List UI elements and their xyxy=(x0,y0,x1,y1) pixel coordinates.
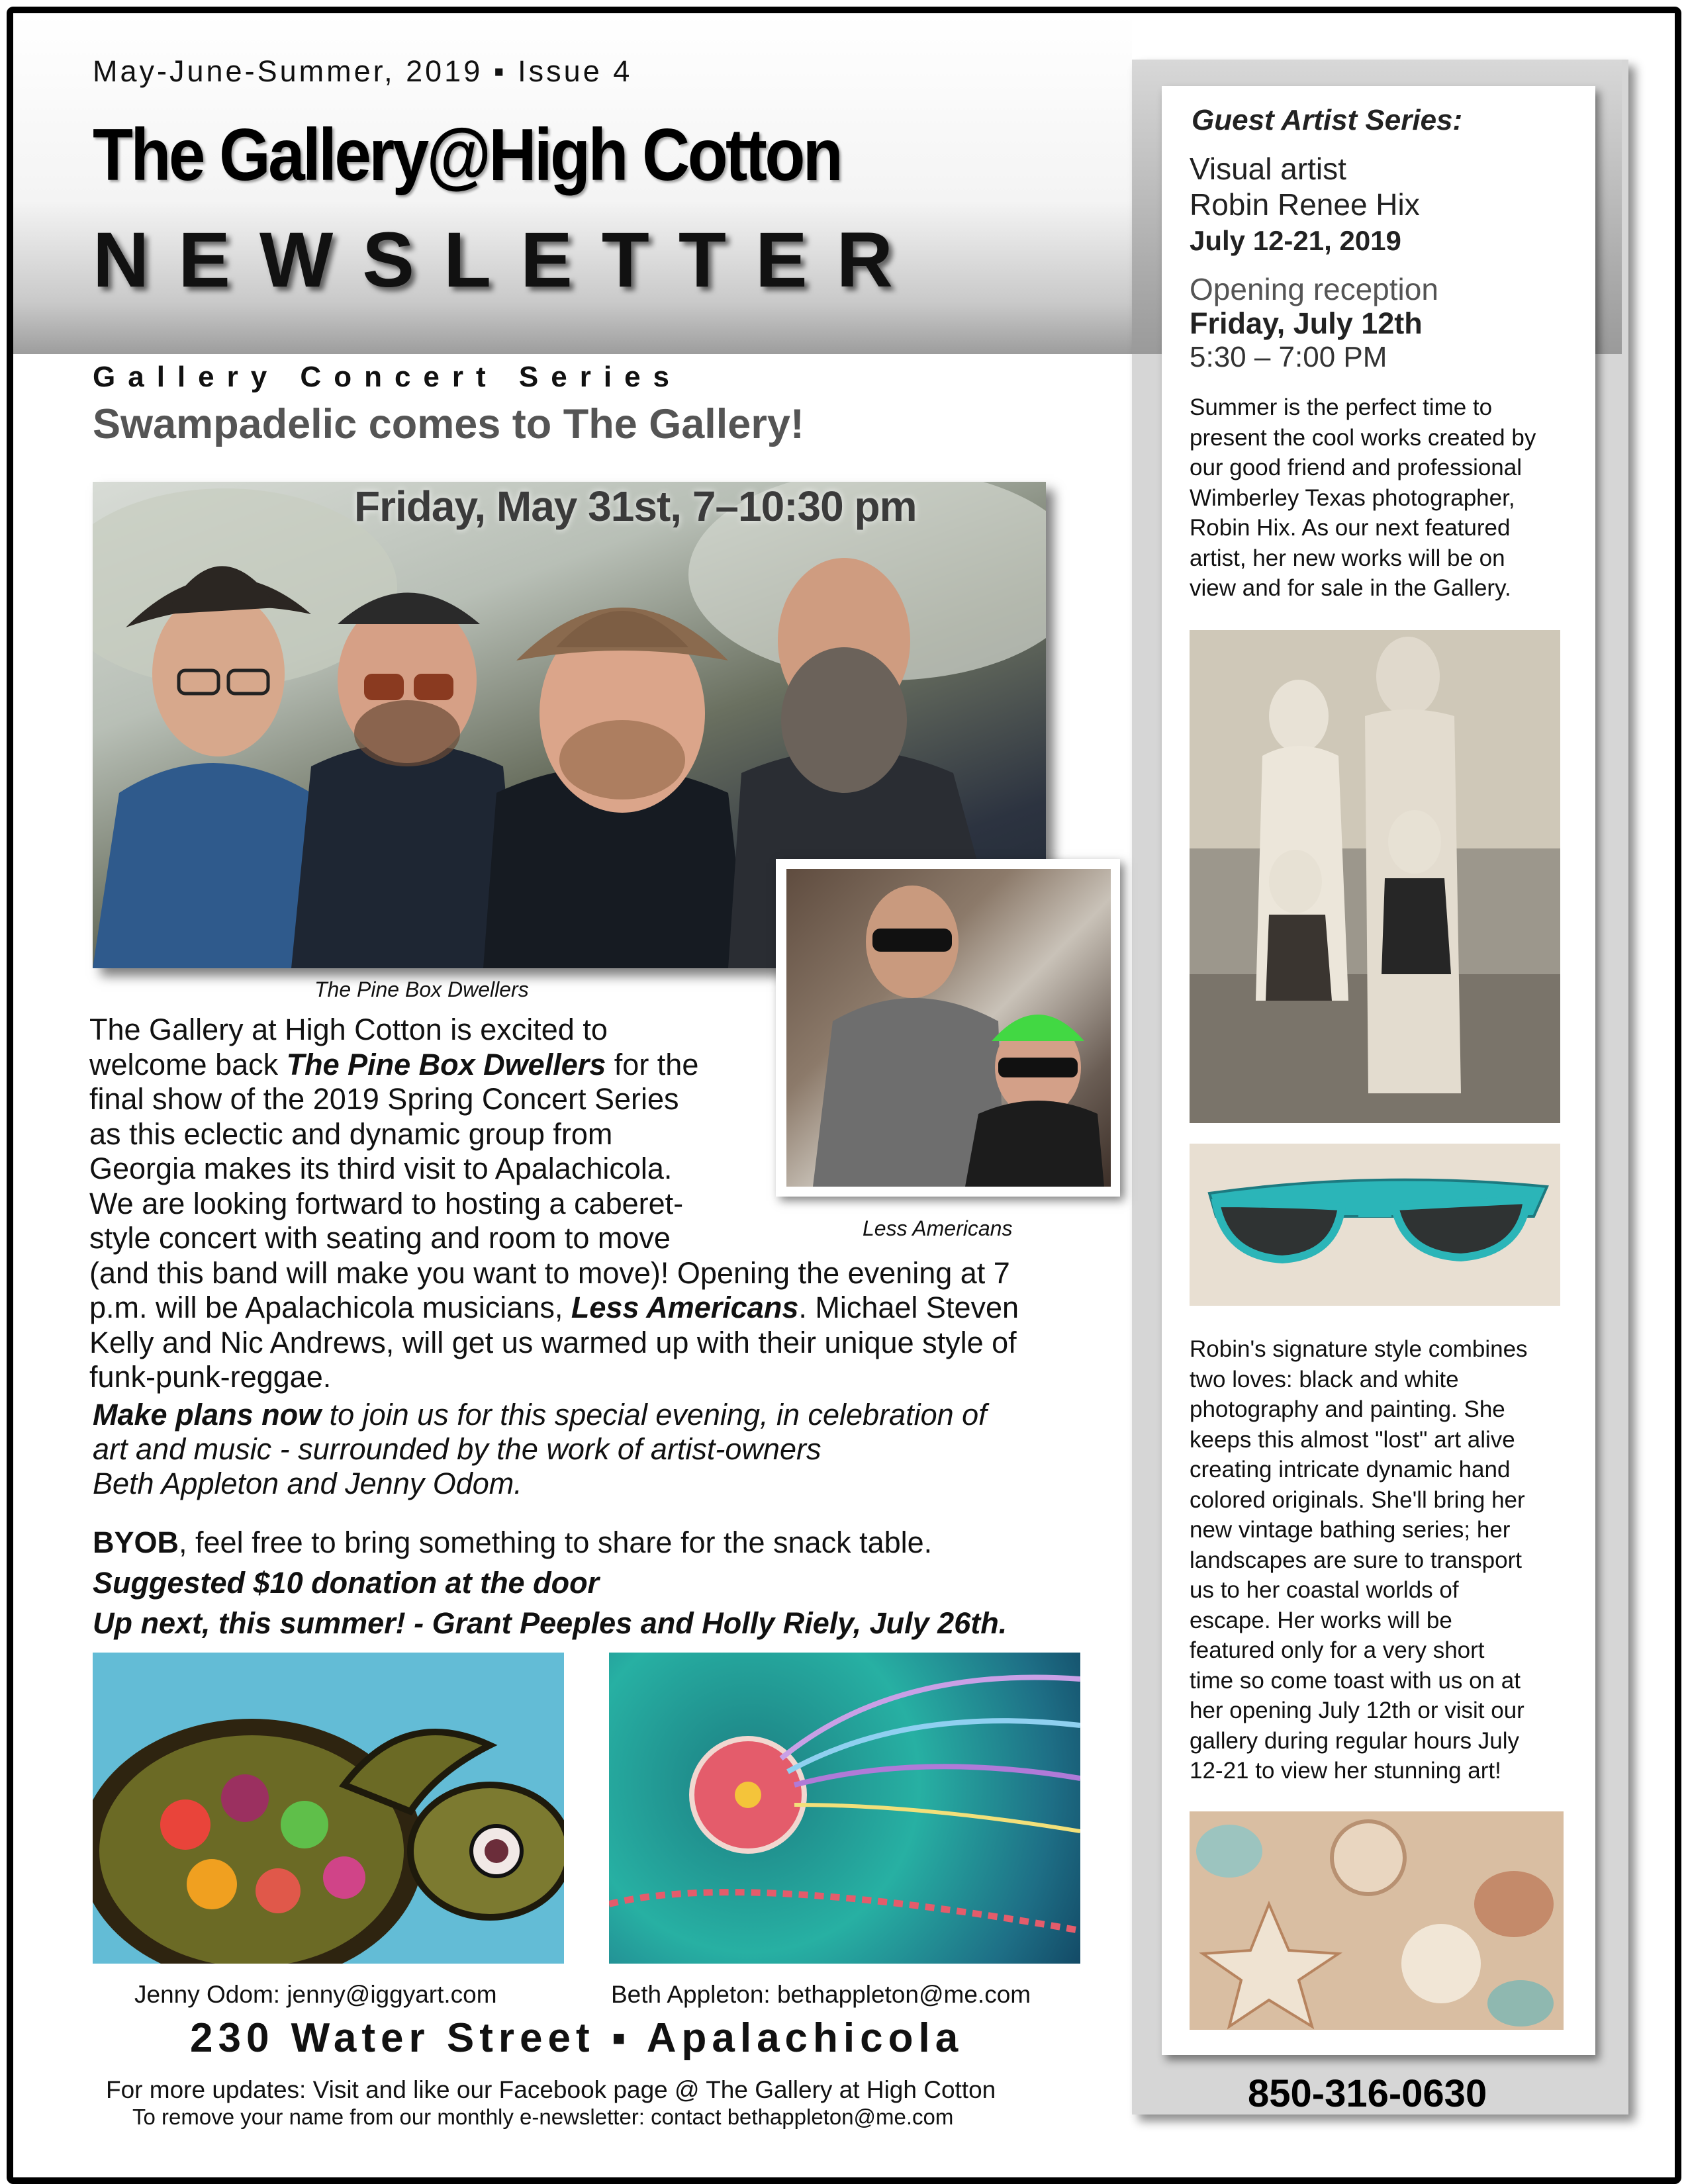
guest-artist-intro: Summer is the perfect time to present the cool works created by our good friend and professional Wimberley Texas photographer, Robin Hix. As our next featured artist, her new works will be on view and for sale in the Gallery. xyxy=(1190,394,1536,601)
body-line: (and this band will make you want to move)! Opening the evening at 7 xyxy=(89,1255,1010,1290)
seashells-illustration xyxy=(1190,1811,1564,2030)
body-line: style concert with seating and room to move xyxy=(89,1221,671,1255)
concert-series-label: Gallery Concert Series xyxy=(93,361,682,393)
unsubscribe-note: To remove your name from our monthly e-newsletter: contact bethappleton@me.com xyxy=(132,2105,954,2129)
issue-line: May-June-Summer, 2019 ▪ Issue 4 xyxy=(93,54,633,88)
up-next-note: Up next, this summer! - Grant Peeples and Holly Riely, July 26th. xyxy=(93,1606,1008,1640)
byob-emphasis: BYOB xyxy=(93,1525,179,1559)
guest-artist-style: Robin's signature style combines two loves: black and white photography and painting. She keeps this almost "lost" art alive creating intricate dynamic hand colored originals. She'll bring her new vintage bathing series; her landscapes are sure to transport us to her coastal worlds of escape. Her works will be featured only for a very short time so come toast with us on at her opening July 12th or visit our gallery during regular hours July 12-21 to view her stunning art! xyxy=(1190,1336,1528,1784)
artist-role: Visual artist xyxy=(1190,152,1346,186)
vintage-bathing-photo xyxy=(1190,630,1560,1123)
gallery-phone: 850-316-0630 xyxy=(1248,2072,1487,2115)
sunglasses-illustration xyxy=(1190,1144,1560,1306)
body-line: We are looking fortward to hosting a caberet- xyxy=(89,1186,684,1220)
byob-paragraph: BYOB, feel free to bring something to share for the snack table. Suggested $10 donation at the door Up next, this summer! - Grant Peeples and Holly Riely, July 26th. xyxy=(93,1522,1125,1643)
newsletter-heading: NEWSLETTER xyxy=(93,216,922,304)
concert-body-text xyxy=(89,1013,1109,1395)
cat-eye-sunglasses-photo xyxy=(1190,1144,1560,1306)
gallery-address: 230 Water Street ▪ Apalachicola xyxy=(190,2015,964,2061)
artist-name: Robin Renee Hix xyxy=(1190,187,1420,222)
opener-name-emphasis: Less Americans xyxy=(571,1291,799,1324)
facebook-note: For more updates: Visit and like our Facebook page @ The Gallery at High Cotton xyxy=(106,2076,996,2103)
make-plans-paragraph: Make plans now to join us for this special evening, in celebration of art and music - surrounded by the work of artist-owners Beth Appleton and Jenny Odom. xyxy=(93,1398,987,1500)
band-photo-caption: The Pine Box Dwellers xyxy=(314,978,529,1001)
body-line: The Gallery at High Cotton is excited to xyxy=(89,1013,608,1046)
jenny-odom-credit: Jenny Odom: jenny@iggyart.com xyxy=(134,1981,497,2008)
body-line: final show of the 2019 Spring Concert Series xyxy=(89,1082,679,1116)
concert-date-overlay: Friday, May 31st, 7–10:30 pm xyxy=(354,482,917,530)
body-line: p.m. will be Apalachicola musicians, Less Americans. Michael Steven xyxy=(89,1291,1019,1324)
donation-note: Suggested $10 donation at the door xyxy=(93,1566,600,1600)
reception-date: Friday, July 12th xyxy=(1190,306,1423,340)
jenny-odom-artwork xyxy=(93,1653,564,1964)
guest-series-title: Guest Artist Series: xyxy=(1192,104,1463,136)
body-line: funk-punk-reggae. xyxy=(89,1360,332,1394)
body-line: Georgia makes its third visit to Apalachicola. xyxy=(89,1152,673,1185)
make-plans-emphasis: Make plans now xyxy=(93,1398,322,1432)
beth-appleton-artwork xyxy=(609,1653,1080,1964)
seashells-photo xyxy=(1190,1811,1564,2030)
turtle-painting xyxy=(93,1653,564,1964)
vintage-family-illustration xyxy=(1190,630,1560,1123)
reception-time: 5:30 – 7:00 PM xyxy=(1190,341,1387,373)
body-line: as this eclectic and dynamic group from xyxy=(89,1116,613,1151)
reception-label: Opening reception xyxy=(1190,272,1438,306)
jellyfish-mosaic xyxy=(609,1653,1080,1964)
band-name-emphasis: The Pine Box Dwellers xyxy=(286,1047,606,1081)
beth-appleton-credit: Beth Appleton: bethappleton@me.com xyxy=(611,1981,1031,2008)
exhibit-dates: July 12-21, 2019 xyxy=(1190,225,1401,256)
body-line: welcome back The Pine Box Dwellers for the xyxy=(89,1047,699,1081)
masthead-title: The Gallery@High Cotton xyxy=(93,114,841,196)
less-americans-caption: Less Americans xyxy=(863,1216,1013,1240)
concert-headline: Swampadelic comes to The Gallery! xyxy=(93,401,804,447)
body-line: Kelly and Nic Andrews, will get us warmed up with their unique style of xyxy=(89,1325,1017,1359)
